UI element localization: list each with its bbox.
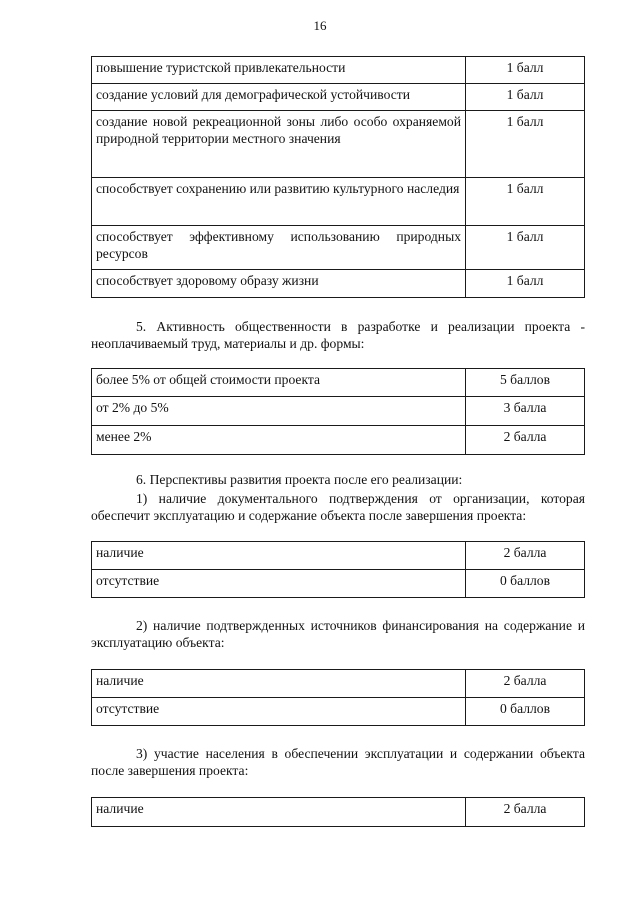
criteria-table-5 <box>91 368 585 455</box>
criterion-text: от 2% до 5% <box>92 397 466 426</box>
table-row <box>92 369 585 397</box>
table-row <box>92 426 585 455</box>
criterion-text: более 5% от общей стоимости проекта <box>92 369 466 397</box>
criterion-text: наличие <box>92 670 466 698</box>
criterion-score: 2 балла <box>466 542 585 570</box>
criterion-text: способствует эффективному использованию природных ресурсов <box>92 226 466 270</box>
table-row <box>92 798 585 827</box>
table-row <box>92 57 585 84</box>
table-row <box>92 178 585 226</box>
criterion-text: наличие <box>92 798 466 827</box>
section-6-item-2: 2) наличие подтвержденных источников финансирования на содержание и эксплуатацию объекта: <box>91 618 585 650</box>
criterion-text: способствует здоровому образу жизни <box>92 270 466 298</box>
table-row <box>92 111 585 178</box>
criterion-text: создание условий для демографической устойчивости <box>92 84 466 111</box>
criterion-score: 5 баллов <box>466 369 585 397</box>
criterion-text: создание новой рекреационной зоны либо особо охраняемой природной территории местного значения <box>92 111 466 178</box>
section-6-item-3: 3) участие населения в обеспечении эксплуатации и содержании объекта после завершения проекта: <box>91 746 585 778</box>
criterion-score: 2 балла <box>466 426 585 455</box>
criterion-text: способствует сохранению или развитию культурного наследия <box>92 178 466 226</box>
table-row <box>92 84 585 111</box>
criterion-score: 2 балла <box>466 798 585 827</box>
table-row <box>92 270 585 298</box>
section-6-title: 6. Перспективы развития проекта после его реализации: <box>136 472 463 487</box>
criterion-text: отсутствие <box>92 570 466 598</box>
criterion-score: 3 балла <box>466 397 585 426</box>
criterion-text: менее 2% <box>92 426 466 455</box>
criterion-text: повышение туристской привлекательности <box>92 57 466 84</box>
criterion-score: 0 баллов <box>466 570 585 598</box>
criteria-table-top <box>91 56 585 298</box>
table-row <box>92 570 585 598</box>
table-row <box>92 542 585 570</box>
criterion-score: 1 балл <box>466 270 585 298</box>
table-row <box>92 670 585 698</box>
criterion-score: 2 балла <box>466 670 585 698</box>
criterion-score: 1 балл <box>466 111 585 178</box>
criterion-score: 1 балл <box>466 226 585 270</box>
criterion-text: наличие <box>92 542 466 570</box>
criteria-table-6-1 <box>91 541 585 598</box>
criterion-score: 1 балл <box>466 84 585 111</box>
criterion-text: отсутствие <box>92 698 466 726</box>
criterion-score: 0 баллов <box>466 698 585 726</box>
criteria-table-6-3 <box>91 797 585 827</box>
criteria-table-6-2 <box>91 669 585 726</box>
table-row <box>92 397 585 426</box>
section-5-paragraph: 5. Активность общественности в разработке и реализации проекта - неоплачиваемый труд, материалы и др. формы: <box>91 319 585 351</box>
section-6-item-1: 1) наличие документального подтверждения от организации, которая обеспечит эксплуатацию и содержание объекта после завершения проекта: <box>91 491 585 523</box>
criterion-score: 1 балл <box>466 178 585 226</box>
page-number: 16 <box>313 18 327 33</box>
table-row <box>92 698 585 726</box>
criterion-score: 1 балл <box>466 57 585 84</box>
table-row <box>92 226 585 270</box>
